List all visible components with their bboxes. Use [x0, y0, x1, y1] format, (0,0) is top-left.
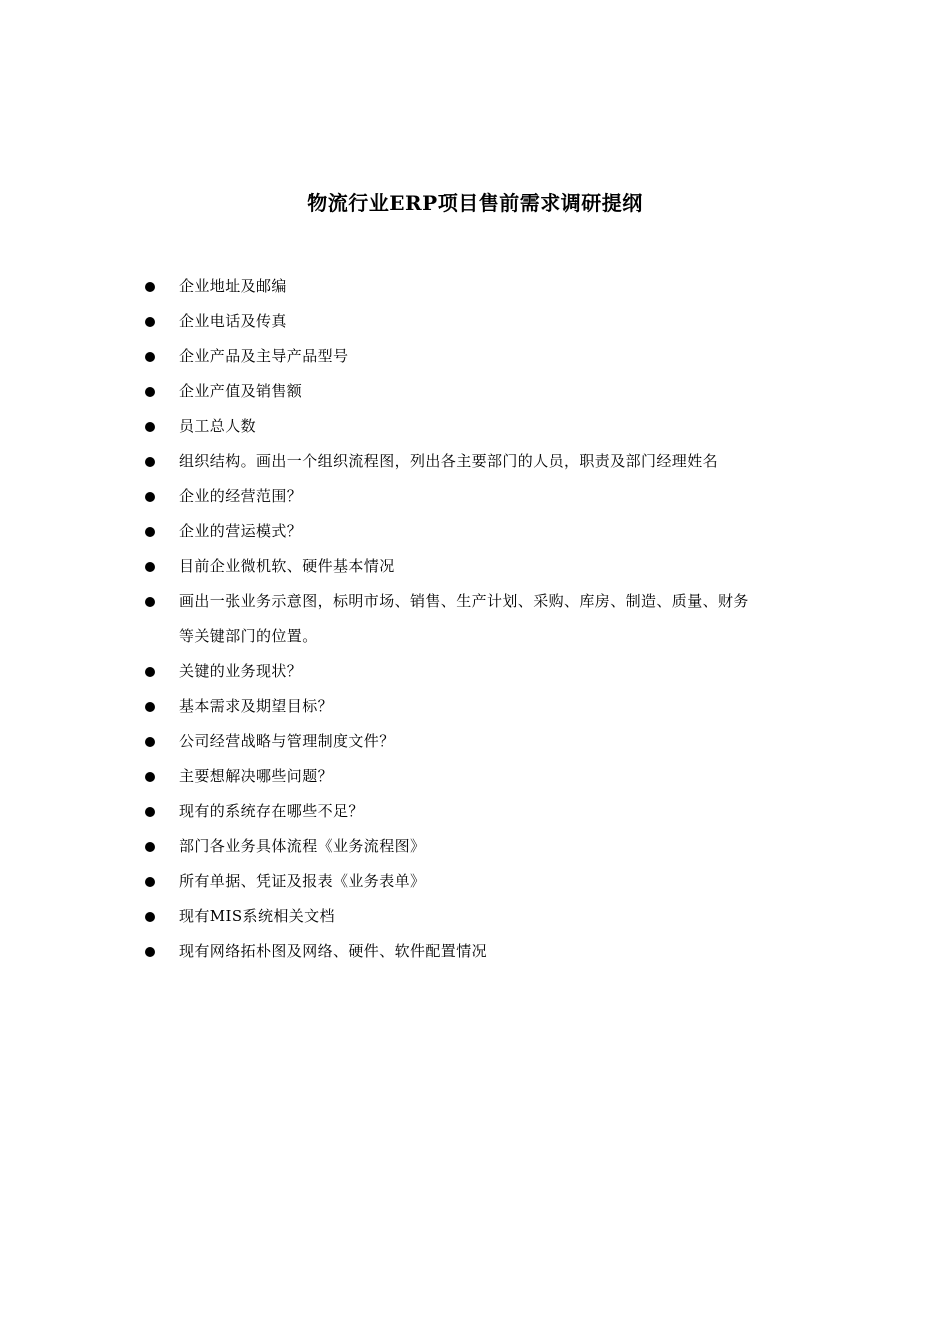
list-item-line: 画出一张业务示意图，标明市场、销售、生产计划、采购、库房、制造、质量、财务 — [179, 592, 749, 610]
list-item-text: 组织结构。画出一个组织流程图，列出各主要部门的人员，职责及部门经理姓名 — [179, 452, 719, 470]
list-item-text: 基本需求及期望目标？ — [179, 697, 334, 715]
list-item-text: 现有网络拓朴图及网络、硬件、软件配置情况 — [179, 942, 488, 960]
bullet-icon — [145, 562, 155, 572]
bullet-icon — [145, 317, 155, 327]
bullet-icon — [145, 527, 155, 537]
outline-list — [0, 275, 950, 975]
bullet-icon — [145, 772, 155, 782]
list-item — [0, 590, 950, 660]
bullet-icon — [145, 282, 155, 292]
list-item-text: 企业电话及传真 — [179, 312, 287, 330]
list-item-text: 企业产值及销售额 — [179, 382, 303, 400]
list-item-text: 员工总人数 — [179, 417, 257, 435]
document-title: 物流行业ERP项目售前需求调研提纲 — [307, 191, 643, 215]
bullet-icon — [145, 667, 155, 677]
list-item-text: 企业的营运模式？ — [179, 522, 303, 540]
list-item-line: 等关键部门的位置。 — [179, 627, 318, 645]
bullet-icon — [145, 912, 155, 922]
bullet-icon — [145, 457, 155, 467]
bullet-icon — [145, 842, 155, 852]
bullet-icon — [145, 422, 155, 432]
list-item-text: 所有单据、凭证及报表《业务表单》 — [179, 872, 426, 890]
list-item-text — [179, 584, 819, 654]
list-item-text: 企业地址及邮编 — [179, 277, 287, 295]
bullet-icon — [145, 877, 155, 887]
bullet-icon — [145, 352, 155, 362]
list-item-text: 关键的业务现状？ — [179, 662, 303, 680]
bullet-icon — [145, 492, 155, 502]
bullet-icon — [145, 947, 155, 957]
list-item-text: 主要想解决哪些问题？ — [179, 767, 334, 785]
list-item-text: 目前企业微机软、硬件基本情况 — [179, 557, 395, 575]
list-item-text: 企业产品及主导产品型号 — [179, 347, 349, 365]
list-item-text: 公司经营战略与管理制度文件？ — [179, 732, 395, 750]
bullet-icon — [145, 702, 155, 712]
list-item — [0, 940, 950, 975]
bullet-icon — [145, 737, 155, 747]
list-item-text: 现有的系统存在哪些不足？ — [179, 802, 364, 820]
bullet-icon — [145, 387, 155, 397]
list-item-text: 企业的经营范围？ — [179, 487, 303, 505]
list-item-text: 部门各业务具体流程《业务流程图》 — [179, 837, 426, 855]
bullet-icon — [145, 597, 155, 607]
list-item-text: 现有MIS系统相关文档 — [179, 907, 335, 925]
bullet-icon — [145, 807, 155, 817]
